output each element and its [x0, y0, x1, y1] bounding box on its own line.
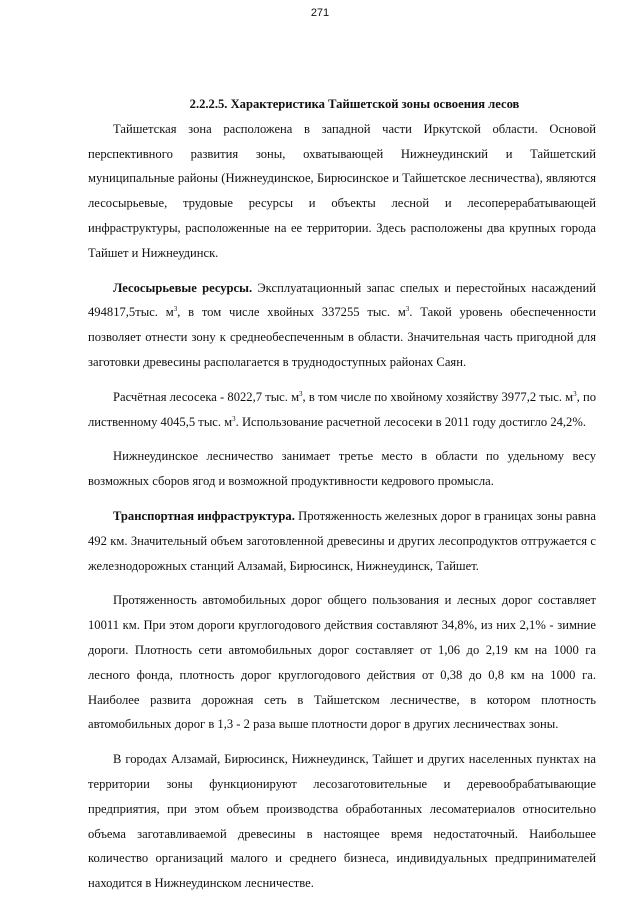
paragraph-allowable-cut: [88, 385, 596, 435]
paragraph-text: , по лиственному 4045,5 тыс. м: [88, 389, 596, 429]
paragraph-zone-overview: Тайшетская зона расположена в западной части Иркутской области. Основой перспективного развития зоны, охватывающей Нижнеудинский и Тайшетский муниципальные районы (Нижнеудинское, Бирюсинское и Тайшетское лесничества), являются лесосырьевые, трудовые ресурсы и объекты лесной и лесоперерабатывающей инфраструктуры, расположенные на ее территории. Здесь расположены два крупных города Тайшет и Нижнеудинск.: [88, 121, 596, 260]
paragraph-roads: Протяженность автомобильных дорог общего пользования и лесных дорог составляет 10011 км. При этом дороги круглогодового действия составляют 34,8%, из них 2,1% - зимние дороги. Плотность сети автомобильных дорог составляет от 1,06 до 2,19 км на 1000 га лесного фонда, плотность дорог круглогодового действия от 0,38 до 0,8 км на 1000 га. Наиболее развита дорожная сеть в Тайшетском лесничестве, в котором плотность автомобильных дорог в 1,3 - 2 раза выше плотности дорог в других лесничествах зоны.: [88, 593, 596, 732]
paragraph-lead: Транспортная инфраструктура.: [113, 508, 295, 523]
paragraph-text: Эксплуатационный запас спелых и перестойных насаждений 494817,5тыс. м: [88, 280, 596, 320]
superscript: 3: [232, 414, 236, 423]
paragraph-text: Протяженность железных дорог в границах зоны равна 492 км. Значительный объем заготовленной древесины и других лесопродуктов отгружается с железнодорожных станций Алзамай, Бирюсинск, Нижнеудинск, Тайшет.: [88, 508, 597, 573]
superscript: 3: [573, 389, 577, 398]
superscript: 3: [405, 305, 410, 314]
section-heading: 2.2.2.5. Характеристика Тайшетской зоны освоения лесов: [189, 97, 520, 111]
paragraph-text: . Использование расчетной лесосеки в 2011 году достигло 24,2%.: [235, 414, 586, 429]
paragraph-forest-resources: [88, 276, 596, 375]
superscript: 3: [173, 305, 178, 314]
paragraph-text: , в том числе хвойных 337255 тыс. м: [177, 305, 406, 320]
page-number: 271: [310, 7, 330, 19]
paragraph-text: Расчётная лесосека - 8022,7 тыс. м: [113, 389, 300, 404]
paragraph-enterprises: В городах Алзамай, Бирюсинск, Нижнеудинск, Тайшет и других населенных пунктах на территории зоны функционируют лесозаготовительные и деревообрабатывающие предприятия, при этом объем производства обработанных лесоматериалов относительно объема заготавливаемой древесины в настоящее время недостаточный. Наибольшее количество организаций малого и среднего бизнеса, индивидуальных предпринимателей находится в Нижнеудинском лесничестве.: [88, 752, 596, 891]
paragraph-berries: Нижнеудинское лесничество занимает третье место в области по удельному весу возможных сборов ягод и возможной продуктивности кедрового промысла.: [88, 449, 596, 489]
paragraph-lead: Лесосырьевые ресурсы.: [113, 280, 253, 295]
paragraph-text: , в том числе по хвойному хозяйству 3977,2 тыс. м: [302, 389, 574, 404]
paragraph-transport: [88, 504, 596, 578]
page-content: [88, 92, 596, 906]
paragraph-text: . Такой уровень обеспеченности позволяет отнести зону к среднеобеспеченным в области. Значительная часть пригодной для заготовки древесины располагается в труднодоступных районах Саян.: [88, 305, 596, 369]
superscript: 3: [299, 389, 303, 398]
